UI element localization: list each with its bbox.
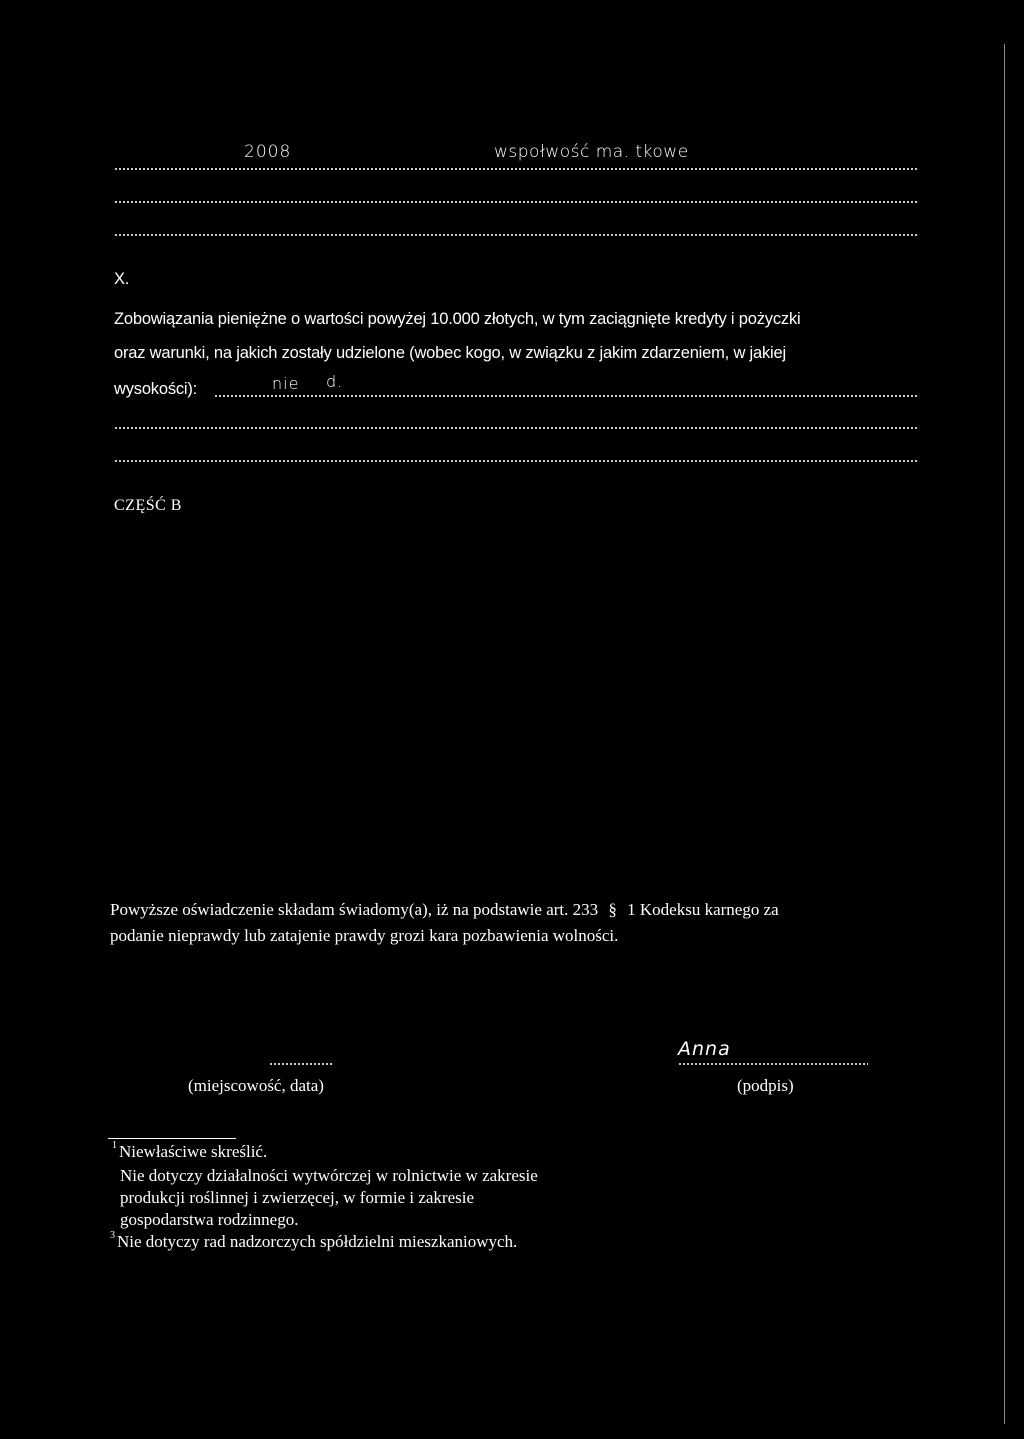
footnote-2-line-2: produkcji roślinnej i zwierzęcej, w formie i zakresie — [120, 1188, 475, 1207]
handwritten-answer-2: d. — [326, 372, 344, 391]
declaration-line-1 — [110, 900, 779, 920]
declaration-line-1-end: 1 Kodeksu karnego za — [627, 900, 779, 919]
declaration-line-1-start: Powyższe oświadczenie składam świadomy(a), iż na podstawie art. 233 — [110, 900, 599, 919]
signature-dots — [678, 1063, 868, 1065]
section-x-line-2: oraz warunki, na jakich zostały udzielone (wobec kogo, w związku z jakim zdarzeniem, w jakiej — [114, 344, 786, 362]
section-x-label: wysokości): — [114, 380, 198, 398]
scan-edge-rule — [1004, 44, 1005, 1424]
section-number: X. — [114, 270, 130, 288]
handwritten-text: wspołwość ma. tkowe — [494, 142, 689, 162]
dotted-line — [114, 234, 918, 236]
footnote-separator — [108, 1138, 236, 1139]
place-date-dots — [269, 1063, 333, 1065]
footnote-3 — [110, 1232, 517, 1252]
footnote-1-marker: 1 — [112, 1140, 117, 1151]
handwritten-answer-1: nie — [272, 374, 300, 393]
section-sign: § — [608, 900, 617, 919]
footnote-2-line-3: gospodarstwa rodzinnego. — [120, 1210, 299, 1229]
dotted-line — [214, 395, 918, 397]
place-date-label: (miejscowość, data) — [188, 1076, 324, 1095]
signature-handwritten: Anna — [678, 1038, 731, 1060]
dotted-line — [114, 460, 918, 462]
dotted-line — [114, 168, 918, 170]
part-b-heading: CZĘŚĆ B — [114, 497, 182, 514]
footnote-3-text: Nie dotyczy rad nadzorczych spółdzielni mieszkaniowych. — [117, 1232, 518, 1251]
footnote-3-marker: 3 — [110, 1230, 115, 1241]
dotted-line — [114, 201, 918, 203]
footnote-2-line-1: Nie dotyczy działalności wytwórczej w rolnictwie w zakresie — [120, 1166, 538, 1185]
dotted-line — [114, 427, 918, 429]
signature-label: (podpis) — [737, 1076, 794, 1095]
section-x-line-1: Zobowiązania pieniężne o wartości powyżej 10.000 złotych, w tym zaciągnięte kredyty i pożyczki — [114, 310, 801, 328]
declaration-line-2: podanie nieprawdy lub zatajenie prawdy grozi kara pozbawienia wolności. — [110, 926, 619, 945]
footnote-1 — [112, 1142, 267, 1162]
footnote-1-text: Niewłaściwe skreślić. — [119, 1142, 268, 1161]
handwritten-year: 2008 — [244, 142, 292, 162]
